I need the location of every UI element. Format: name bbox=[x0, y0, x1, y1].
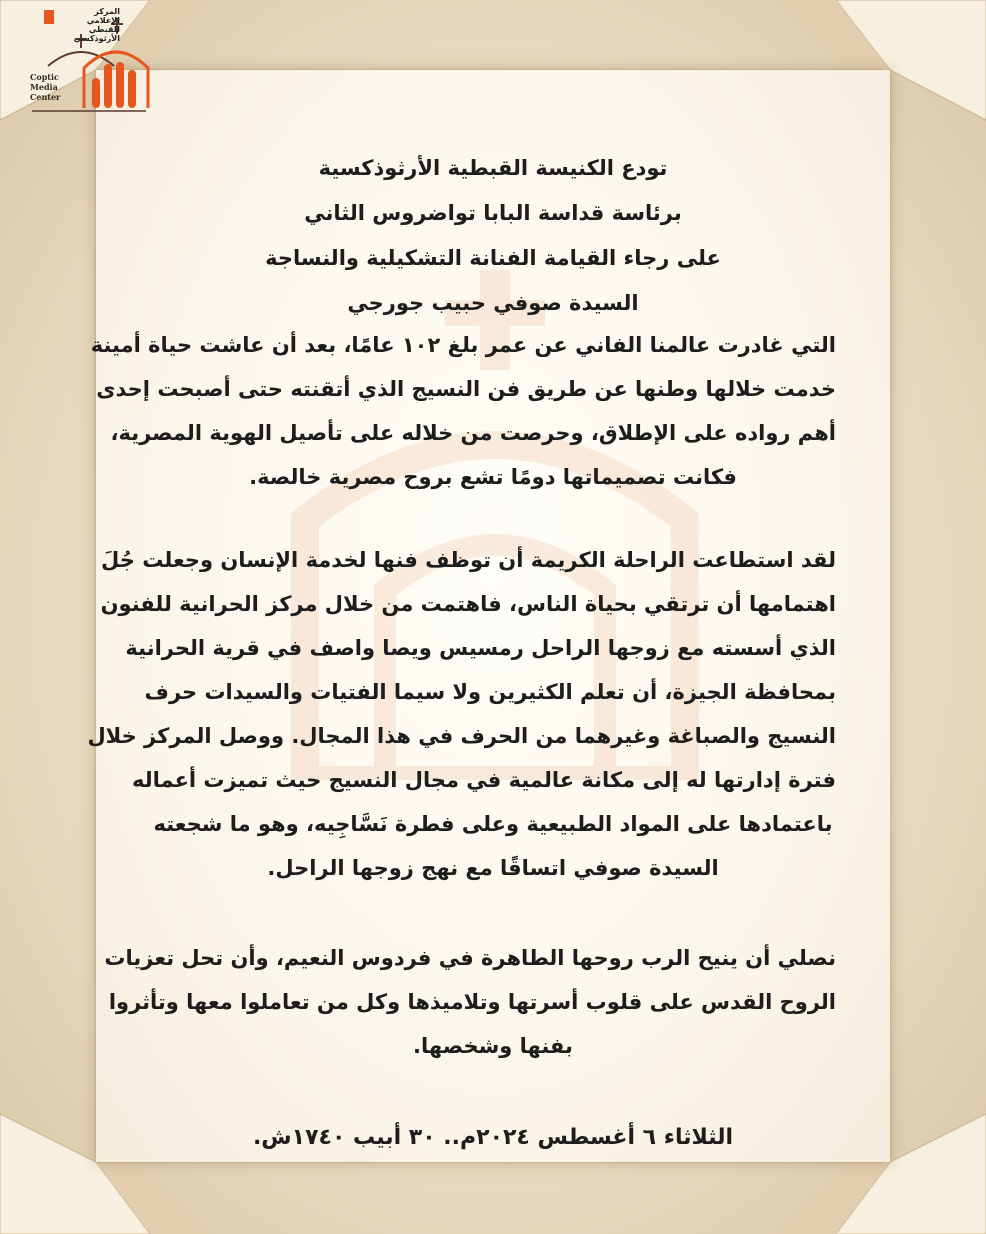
paragraph-line: الذي أسسته مع زوجها الراحل رمسيس ويصا واصف في قرية الحرانية bbox=[125, 636, 836, 660]
paragraph-prayer bbox=[104, 936, 836, 1068]
paragraph-line: فكانت تصميماتها دومًا تشع بروح مصرية خالصة. bbox=[249, 465, 737, 489]
logo-english-line3: Center bbox=[30, 92, 61, 102]
heading-line: السيدة صوفي حبيب جورجي bbox=[347, 291, 639, 315]
logo-arabic-line2: للقبطي الأرثوذكسي bbox=[73, 25, 120, 43]
paragraph-line: بفنها وشخصها. bbox=[413, 1034, 573, 1058]
paragraph-line: اهتمامها أن ترتقي بحياة الناس، فاهتمت من خلال مركز الحرانية للفنون bbox=[100, 592, 836, 616]
paragraph-line: لقد استطاعت الراحلة الكريمة أن توظف فنها لخدمة الإنسان وجعلت جُلَ bbox=[101, 548, 836, 572]
condolence-heading bbox=[150, 146, 836, 326]
paragraph-line: باعتمادها على المواد الطبيعية وعلى فطرة نَسَّاجِيه، وهو ما شجعته bbox=[153, 812, 833, 836]
paragraph-line: نصلي أن ينيح الرب روحها الطاهرة في فردوس النعيم، وأن تحل تعزيات bbox=[104, 946, 836, 970]
paragraph-line: التي غادرت عالمنا الفاني عن عمر بلغ ١٠٢ عامًا، بعد أن عاشت حياة أمينة bbox=[90, 333, 836, 357]
heading-line: على رجاء القيامة الفنانة التشكيلية والنساجة bbox=[265, 246, 721, 270]
paragraph-line: بمحافظة الجيزة، أن تعلم الكثيرين ولا سيما الفتيات والسيدات حرف bbox=[144, 680, 836, 704]
logo-english-line1: Coptic bbox=[30, 72, 59, 82]
paragraph-line: الروح القدس على قلوب أسرتها وتلاميذها وكل من تعاملوا معها وتأثروا bbox=[108, 990, 836, 1014]
heading-line: برئاسة قداسة البابا تواضروس الثاني bbox=[304, 201, 682, 225]
logo-english-line2: Media bbox=[30, 82, 58, 92]
heading-line: تودع الكنيسة القبطية الأرثوذكسية bbox=[318, 156, 668, 180]
paragraph-life bbox=[90, 323, 836, 499]
paragraph-line: السيدة صوفي اتساقًا مع نهج زوجها الراحل. bbox=[267, 856, 719, 880]
paragraph-line: أهم رواده على الإطلاق، وحرصت من خلاله على تأصيل الهوية المصرية، bbox=[110, 421, 836, 445]
logo-arabic-name bbox=[62, 7, 120, 43]
paragraph-line: فترة إدارتها له إلى مكانة عالمية في مجال النسيج حيث تميزت أعماله bbox=[131, 768, 836, 792]
paragraph-achievements bbox=[87, 538, 836, 890]
statement-date: الثلاثاء ٦ أغسطس ٢٠٢٤م.. ٣٠ أبيب ١٧٤٠ش. bbox=[252, 1125, 734, 1150]
paragraph-line: النسيج والصباغة وغيرهما من الحرف في هذا المجال. ووصل المركز خلال bbox=[87, 724, 836, 748]
paragraph-line: خدمت خلالها وطنها عن طريق فن النسيج الذي أتقنته حتى أصبحت إحدى bbox=[96, 377, 836, 401]
logo-english-name bbox=[30, 72, 60, 102]
logo-arabic-line1: المركز الإعلامي bbox=[86, 7, 120, 25]
